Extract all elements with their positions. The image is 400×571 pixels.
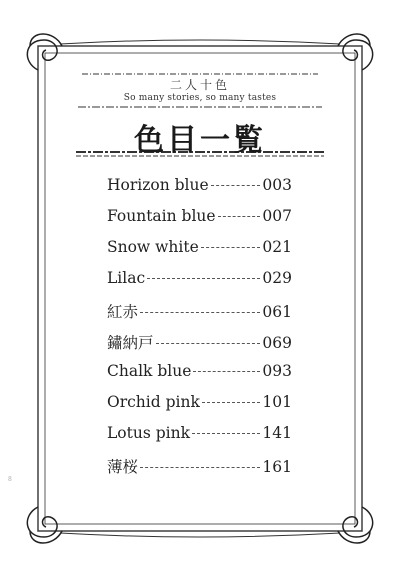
- toc-entry-page: 101: [262, 393, 292, 411]
- subtitle-jp: 二人十色: [169, 78, 230, 92]
- leader-dots: [192, 433, 260, 434]
- leader-dots: [140, 467, 260, 468]
- toc-entry-page: 061: [262, 303, 292, 321]
- toc-entry-page: 069: [262, 334, 292, 352]
- leader-dots: [218, 216, 261, 217]
- toc-entry-page: 093: [262, 362, 292, 380]
- toc-entry[interactable]: [107, 176, 292, 207]
- margin-mark: 8: [8, 476, 12, 483]
- toc-entry-name: Snow white: [107, 238, 199, 256]
- page-title: 色目一覧: [134, 123, 266, 158]
- leader-dots: [202, 402, 261, 403]
- subtitle-en: So many stories, so many tastes: [123, 93, 277, 103]
- leader-dots: [211, 185, 261, 186]
- toc-entry-name: Lilac: [107, 269, 146, 287]
- leader-dots: [156, 343, 261, 344]
- toc-entry[interactable]: [107, 238, 292, 269]
- toc-entry-page: 007: [262, 207, 292, 225]
- leader-dots: [201, 247, 261, 248]
- toc-entry[interactable]: [107, 393, 292, 424]
- toc-entry-name: Lotus pink: [107, 424, 190, 442]
- toc-entry[interactable]: [107, 424, 292, 455]
- leader-dots: [147, 278, 260, 279]
- toc-entry-name: 紅赤: [107, 303, 139, 321]
- leader-dots: [140, 312, 260, 313]
- toc-entry-page: 141: [262, 424, 292, 442]
- toc-entry-name: Chalk blue: [107, 362, 192, 380]
- toc-entry-page: 029: [262, 269, 292, 287]
- toc-entry[interactable]: [107, 362, 292, 393]
- toc-entry[interactable]: [107, 300, 292, 331]
- toc-entry-name: 薄桜: [107, 458, 139, 476]
- toc-entry-name: Orchid pink: [107, 393, 200, 411]
- toc-entry-page: 161: [262, 458, 292, 476]
- toc-entry-name: 鏽納戸: [107, 334, 154, 352]
- leader-dots: [193, 371, 260, 372]
- toc-entry[interactable]: [107, 269, 292, 300]
- toc-entry-name: Horizon blue: [107, 176, 209, 194]
- table-of-contents: [107, 176, 292, 486]
- toc-entry[interactable]: [107, 207, 292, 238]
- toc-entry-name: Fountain blue: [107, 207, 216, 225]
- toc-entry-page: 021: [262, 238, 292, 256]
- toc-entry-page: 003: [262, 176, 292, 194]
- toc-entry[interactable]: [107, 455, 292, 486]
- toc-entry[interactable]: [107, 331, 292, 362]
